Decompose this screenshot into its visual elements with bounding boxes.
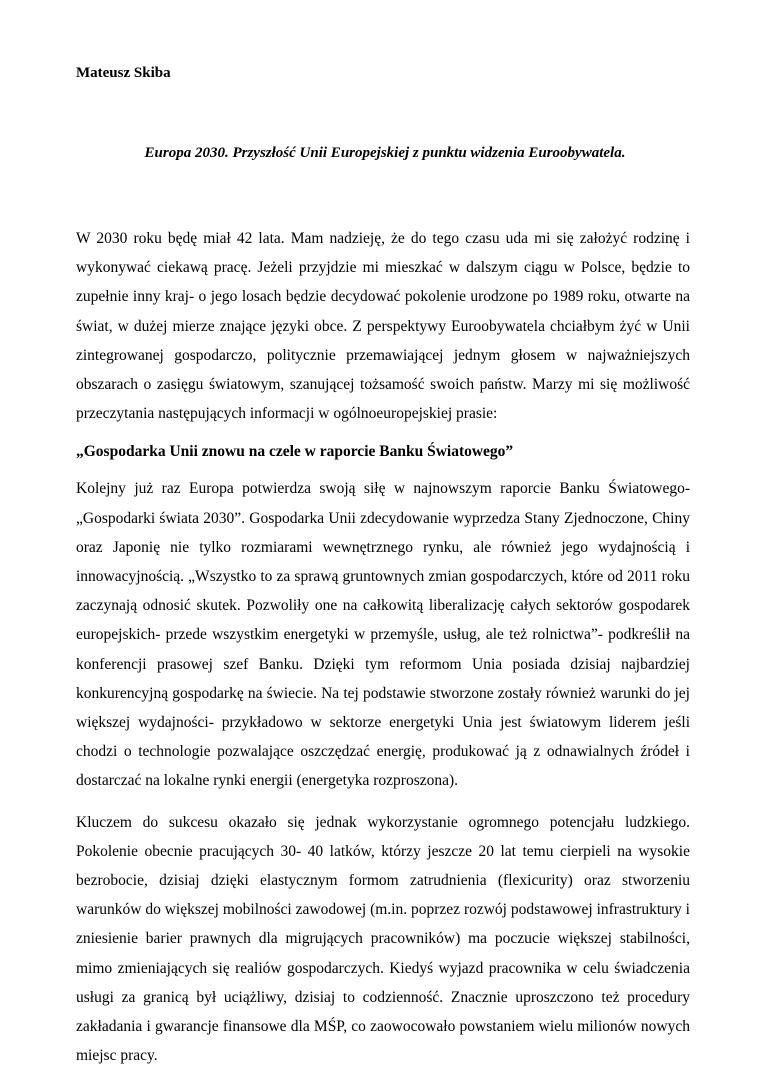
essay-title: Europa 2030. Przyszłość Unii Europejskiej z punktu widzenia Euroobywatela.: [144, 145, 626, 161]
paragraph-intro: W 2030 roku będę miał 42 lata. Mam nadzieję, że do tego czasu uda mi się założyć rodzinę i wykonywać ciekawą pracę. Jeżeli przyjdzie mi mieszkać w dalszym ciągu w Polsce, będzie to zupełnie inny kraj- o jego losach będzie decydować pokolenie urodzone po 1989 roku, otwarte na świat, w dużej mierze znające języki obce. Z perspektywy Euroobywatela chciałbym żyć w Unii zintegrowanej gospodarczo, politycznie przemawiającej jednym głosem w najważniejszych obszarach o zasięgu światowym, szanującej tożsamość swoich państw. Marzy mi się możliwość przeczytania następujących informacji w ogólnoeuropejskiej prasie:: [76, 230, 690, 423]
paragraph-news: Kolejny już raz Europa potwierdza swoją siłę w najnowszym raporcie Banku Światowego- „Gospodarki świata 2030”. Gospodarka Unii zdecydowanie wyprzedza Stany Zjednoczone, Chiny oraz Japonię nie tylko rozmiarami wewnętrznego rynku, ale również jego wydajnością i innowacyjnością. „Wszystko to za sprawą gruntownych zmian gospodarczych, które od 2011 roku zaczynają odnosić skutek. Pozwoliły one na całkowitą liberalizację całych sektorów gospodarek europejskich- przede wszystkim energetyki w przemyśle, usług, ale też rolnictwa”- podkreślił na konferencji prasowej szef Banku. Dzięki tym reformom Unia posiada dzisiaj najbardziej konkurencyjną gospodarkę na świecie. Na tej podstawie stworzone zostały również warunki do jej większej wydajności- przykładowo w sektorze energetyki Unia jest światowym liderem jeśli chodzi o technologie pozwalające oszczędzać energię, produkować ją z odnawialnych źródeł i dostarczać na lokalne rynki energii (energetyka rozproszona).: [76, 480, 690, 790]
news-heading: „Gospodarka Unii znowu na czele w raporcie Banku Światowego”: [76, 443, 514, 461]
paragraph-workforce: Kluczem do sukcesu okazało się jednak wykorzystanie ogromnego potencjału ludzkiego. Pokolenie obecnie pracujących 30- 40 latków, którzy jeszcze 20 lat temu cierpieli na wysokie bezrobocie, dzisiaj dzięki elastycznym formom zatrudnienia (flexicurity) oraz stworzeniu warunków do większej mobilności zawodowej (m.in. poprzez rozwój podstawowej infrastruktury i zniesienie barier prawnych dla migrujących pracowników) ma poczucie większej stabilności, mimo zmieniających się realiów gospodarczych. Kiedyś wyjazd pracownika w celu świadczenia usługi za granicą był uciążliwy, dzisiaj to codzienność. Znacznie uproszczono też procedury zakładania i gwarancje finansowe dla MŚP, co zaowocowało powstaniem wielu milionów nowych miejsc pracy.: [76, 813, 690, 1065]
author-name: Mateusz Skiba: [76, 65, 171, 81]
